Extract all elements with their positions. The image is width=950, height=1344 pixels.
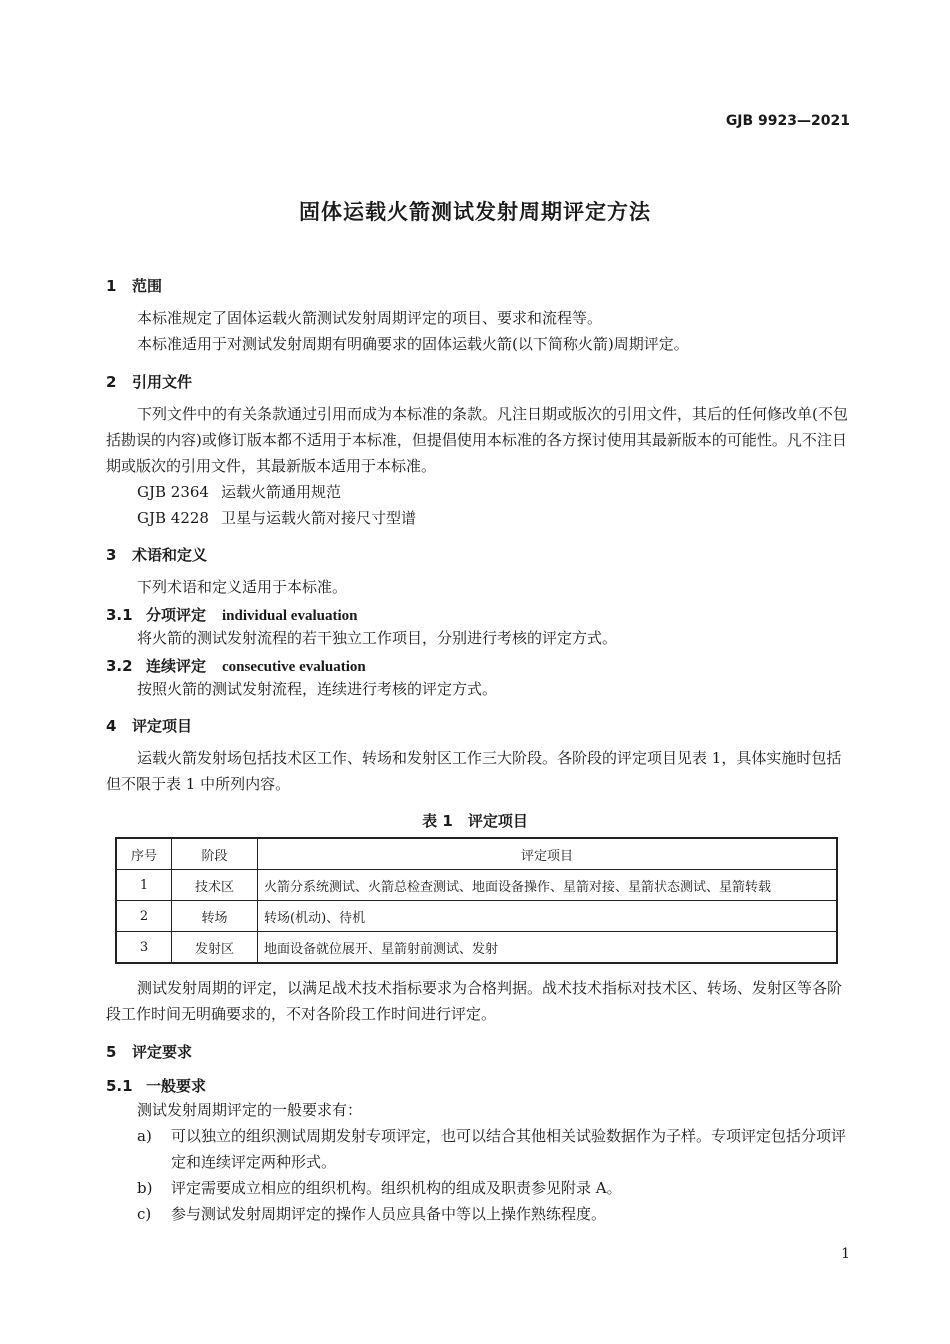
- table-cell: 转场(机动)、待机: [258, 901, 838, 932]
- section-5-para-1: 测试发射周期评定的一般要求有：: [137, 1101, 363, 1119]
- page-title: 固体运载火箭测试发射周期评定方法: [299, 200, 651, 224]
- term-3-1-definition: 将火箭的测试发射流程的若干独立工作项目，分别进行考核的评定方式。: [137, 629, 618, 647]
- list-item: c) 参与测试发射周期评定的操作人员应具备中等以上操作熟练程度。: [137, 1205, 607, 1223]
- section-4-para-1: 运载火箭发射场包括技术区工作、转场和发射区工作三大阶段。各阶段的评定项目见表 1，具体实施时包括但不限于表 1 中所列内容。: [106, 749, 842, 793]
- reference-item: GJB 2364 运载火箭通用规范: [137, 483, 342, 501]
- table-header-row: [116, 838, 837, 870]
- table-cell: 2: [116, 901, 172, 932]
- table-cell: 转场: [172, 901, 258, 932]
- table-cell: 地面设备就位展开、星箭射前测试、发射: [258, 932, 838, 964]
- evaluation-items-table: [115, 837, 838, 964]
- reference-item: GJB 4228 卫星与运载火箭对接尺寸型谱: [137, 509, 417, 527]
- table-cell: 技术区: [172, 870, 258, 901]
- list-item: a) 可以独立的组织测试周期发射专项评定，也可以结合其他相关试验数据作为子样。专项评定包括分项评定和连续评定两种形式。: [137, 1127, 847, 1171]
- section-3-heading: 3 术语和定义: [106, 546, 208, 564]
- table-header-cell: 评定项目: [258, 838, 838, 870]
- section-2-para-1: 下列文件中的有关条款通过引用而成为本标准的条款。凡注日期或版次的引用文件，其后的任何修改单(不包括勘误的内容)或修订版本都不适用于本标准，但提倡使用本标准的各方探讨使用其最新版本的可能性。凡不注日期或版次的引用文件，其最新版本适用于本标准。: [106, 405, 848, 475]
- term-3-2-definition: 按照火箭的测试发射流程，连续进行考核的评定方式。: [137, 680, 498, 698]
- table-row: [116, 870, 837, 901]
- section-1-para-2: 本标准适用于对测试发射周期有明确要求的固体运载火箭(以下简称火箭)周期评定。: [137, 335, 689, 353]
- table-cell: 3: [116, 932, 172, 964]
- section-1-para-1: 本标准规定了固体运载火箭测试发射周期评定的项目、要求和流程等。: [137, 309, 603, 327]
- standard-number: GJB 9923—2021: [725, 113, 850, 129]
- table-cell: 1: [116, 870, 172, 901]
- section-4-heading: 4 评定项目: [106, 717, 193, 735]
- table-header-cell: 阶段: [172, 838, 258, 870]
- section-1-heading: 1 范围: [106, 277, 163, 295]
- table-cell: 火箭分系统测试、火箭总检查测试、地面设备操作、星箭对接、星箭状态测试、星箭转载: [258, 870, 838, 901]
- page-number: 1: [841, 1246, 850, 1262]
- section-3-para-1: 下列术语和定义适用于本标准。: [137, 578, 348, 596]
- section-2-heading: 2 引用文件: [106, 373, 193, 391]
- list-item: b) 评定需要成立相应的组织机构。组织机构的组成及职责参见附录 A。: [137, 1179, 622, 1197]
- table-caption: 表 1 评定项目: [422, 812, 528, 830]
- table-cell: 发射区: [172, 932, 258, 964]
- section-4-para-2: 测试发射周期的评定，以满足战术技术指标要求为合格判据。战术技术指标对技术区、转场、发射区等各阶段工作时间无明确要求的，不对各阶段工作时间进行评定。: [106, 979, 843, 1023]
- section-5-heading: 5 评定要求: [106, 1043, 193, 1061]
- subsection-5-1-heading: 5.1 一般要求: [106, 1077, 207, 1095]
- table-header-cell: 序号: [116, 838, 172, 870]
- table-row: [116, 901, 837, 932]
- term-3-1-heading: 3.1 分项评定 individual evaluation: [106, 606, 358, 624]
- term-3-2-heading: 3.2 连续评定 consecutive evaluation: [106, 657, 366, 675]
- table-row: [116, 932, 837, 964]
